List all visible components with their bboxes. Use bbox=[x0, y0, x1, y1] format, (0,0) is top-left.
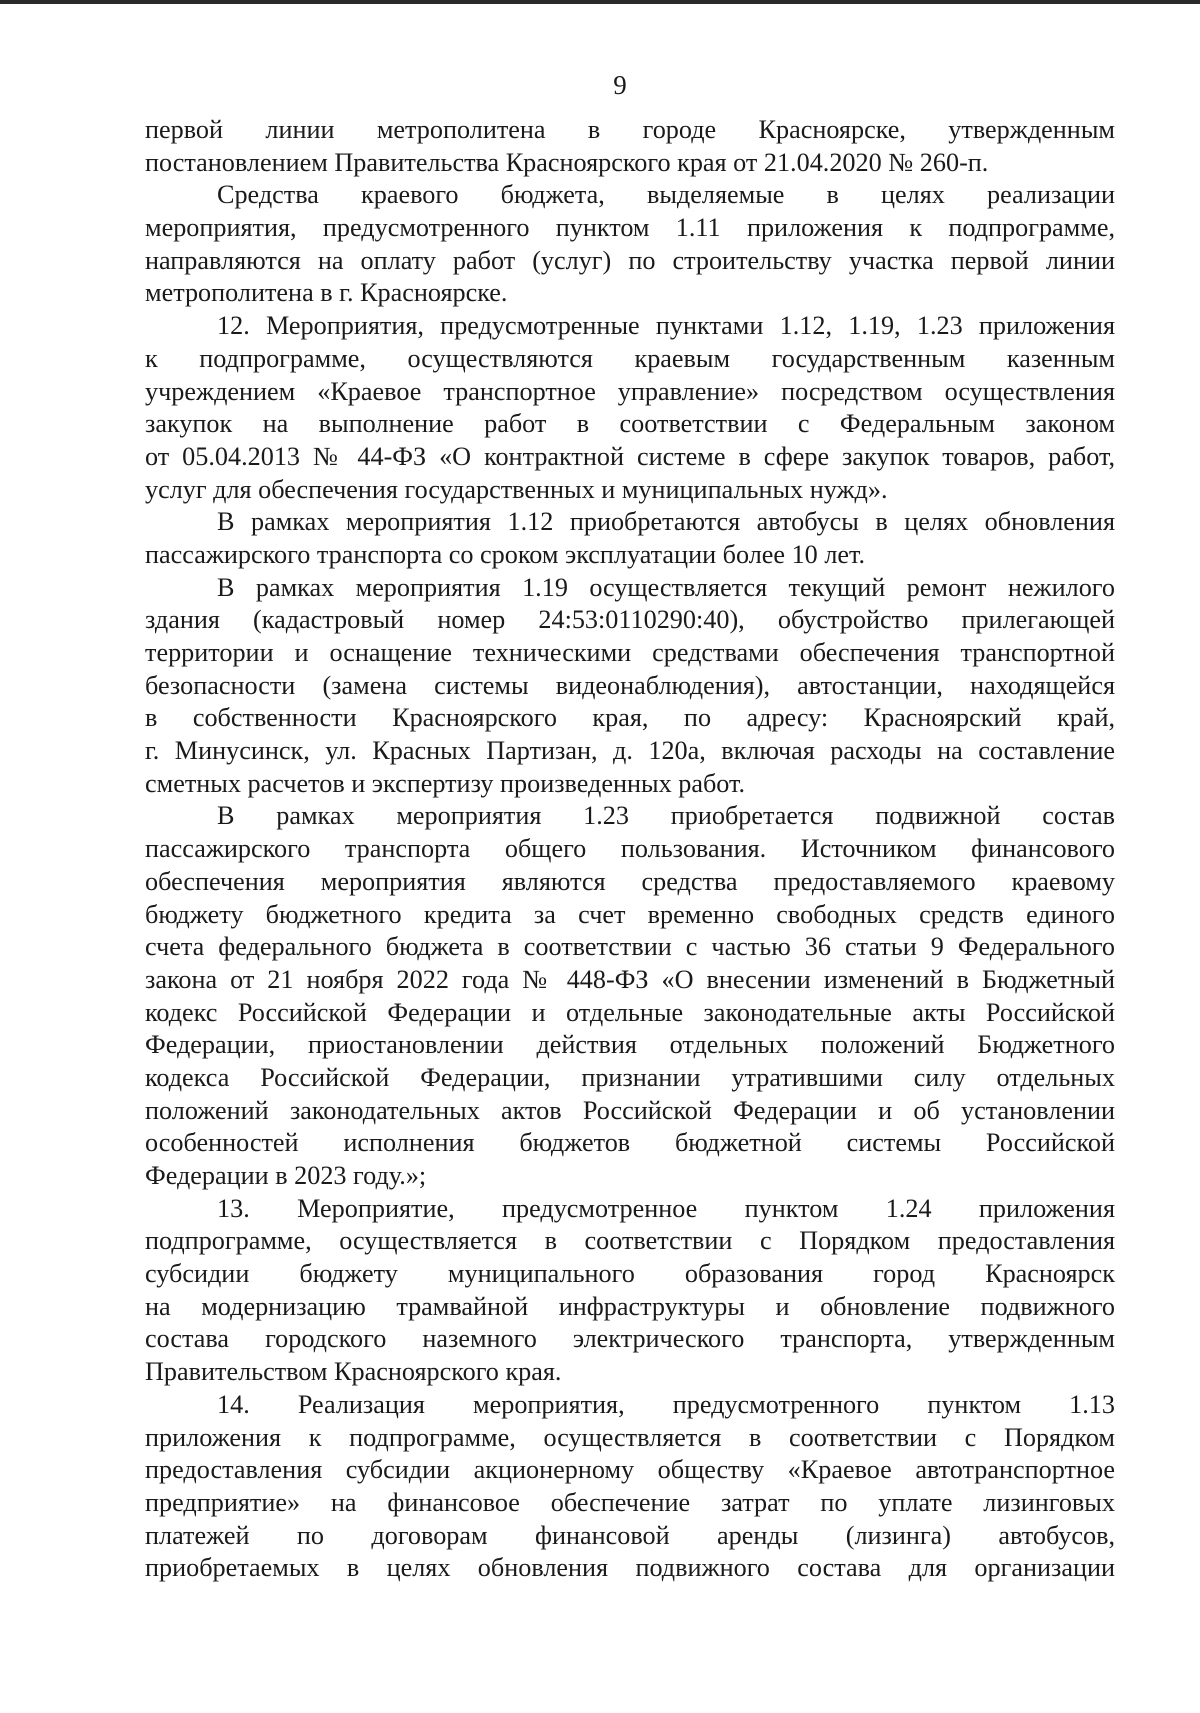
text-line: В рамках мероприятия 1.12 приобретаются автобусы в целях обновления bbox=[217, 507, 1115, 537]
text-line: закона от 21 ноября 2022 года № 448-ФЗ «О внесении изменений в Бюджетный bbox=[145, 964, 1115, 994]
text-line: положений законодательных актов Российской Федерации и об установлении bbox=[145, 1095, 1115, 1125]
paragraph-p3 bbox=[145, 310, 1115, 506]
text-line: особенностей исполнения бюджетов бюджетной системы Российской bbox=[145, 1128, 1115, 1158]
text-line: здания (кадастровый номер 24:53:0110290:40), обустройство прилегающей bbox=[145, 605, 1115, 635]
text-line: мероприятия, предусмотренного пунктом 1.11 приложения к подпрограмме, bbox=[145, 213, 1115, 243]
text-line: закупок на выполнение работ в соответствии с Федеральным законом bbox=[145, 409, 1115, 439]
text-line: в собственности Красноярского края, по адресу: Красноярский край, bbox=[145, 703, 1115, 733]
text-line: платежей по договорам финансовой аренды (лизинга) автобусов, bbox=[145, 1520, 1115, 1550]
paragraph-p4 bbox=[145, 506, 1115, 571]
text-line: субсидии бюджету муниципального образования город Красноярск bbox=[145, 1259, 1115, 1289]
text-line: от 05.04.2013 № 44-ФЗ «О контрактной системе в сфере закупок товаров, работ, bbox=[145, 441, 1115, 471]
page-number: 9 bbox=[613, 70, 627, 100]
text-line: пассажирского транспорта общего пользования. Источником финансового bbox=[145, 834, 1115, 864]
text-line: 13. Мероприятие, предусмотренное пунктом 1.24 приложения bbox=[217, 1193, 1115, 1223]
scan-top-edge bbox=[0, 0, 1200, 4]
text-line: кодекса Российской Федерации, признании утратившими силу отдельных bbox=[145, 1062, 1115, 1092]
text-line: г. Минусинск, ул. Красных Партизан, д. 120а, включая расходы на составление bbox=[145, 736, 1115, 766]
paragraph-p1 bbox=[145, 114, 1115, 179]
document-body bbox=[145, 114, 1115, 1585]
paragraph-p5 bbox=[145, 572, 1115, 801]
text-line: бюджету бюджетного кредита за счет временно свободных средств единого bbox=[145, 899, 1115, 929]
text-line: услуг для обеспечения государственных и муниципальных нужд». bbox=[145, 474, 888, 504]
text-line: Федерации, приостановлении действия отдельных положений Бюджетного bbox=[145, 1030, 1115, 1060]
text-line: Правительством Красноярского края. bbox=[145, 1357, 562, 1387]
text-line: состава городского наземного электрического транспорта, утвержденным bbox=[145, 1324, 1115, 1354]
text-line: Средства краевого бюджета, выделяемые в целях реализации bbox=[217, 180, 1115, 210]
paragraph-p2 bbox=[145, 179, 1115, 310]
text-line: приложения к подпрограмме, осуществляется в соответствии с Порядком bbox=[145, 1422, 1115, 1452]
text-line: первой линии метрополитена в городе Красноярске, утвержденным bbox=[145, 115, 1115, 144]
text-line: В рамках мероприятия 1.23 приобретается подвижной состав bbox=[217, 801, 1115, 831]
text-line: на модернизацию трамвайной инфраструктуры и обновление подвижного bbox=[145, 1291, 1115, 1321]
text-line: 12. Мероприятия, предусмотренные пунктами 1.12, 1.19, 1.23 приложения bbox=[217, 311, 1115, 341]
text-line: учреждением «Краевое транспортное управление» посредством осуществления bbox=[145, 376, 1115, 406]
paragraph-p6 bbox=[145, 800, 1115, 1192]
text-line: предоставления субсидии акционерному обществу «Краевое автотранспортное bbox=[145, 1455, 1115, 1485]
text-line: предприятие» на финансовое обеспечение затрат по уплате лизинговых bbox=[145, 1487, 1115, 1517]
text-line: 14. Реализация мероприятия, предусмотренного пунктом 1.13 bbox=[217, 1389, 1115, 1419]
text-line: территории и оснащение техническими средствами обеспечения транспортной bbox=[145, 638, 1115, 667]
paragraph-p8 bbox=[145, 1389, 1115, 1585]
text-line: постановлением Правительства Красноярского края от 21.04.2020 № 260-п. bbox=[145, 147, 989, 177]
paragraph-p7 bbox=[145, 1193, 1115, 1389]
text-line: направляются на оплату работ (услуг) по строительству участка первой линии bbox=[145, 245, 1115, 275]
text-line: подпрограмме, осуществляется в соответствии с Порядком предоставления bbox=[145, 1226, 1115, 1256]
text-line: счета федерального бюджета в соответствии с частью 36 статьи 9 Федерального bbox=[145, 932, 1115, 962]
text-line: безопасности (замена системы видеонаблюдения), автостанции, находящейся bbox=[145, 670, 1115, 700]
text-line: метрополитена в г. Красноярске. bbox=[145, 278, 508, 308]
text-line: Федерации в 2023 году.»; bbox=[145, 1161, 427, 1190]
text-line: приобретаемых в целях обновления подвижного состава для организации bbox=[145, 1553, 1115, 1583]
text-line: В рамках мероприятия 1.19 осуществляется текущий ремонт нежилого bbox=[217, 572, 1115, 602]
text-line: к подпрограмме, осуществляются краевым государственным казенным bbox=[145, 343, 1115, 373]
text-line: сметных расчетов и экспертизу произведенных работ. bbox=[145, 768, 746, 798]
text-line: пассажирского транспорта со сроком эксплуатации более 10 лет. bbox=[145, 539, 866, 569]
text-line: обеспечения мероприятия являются средства предоставляемого краевому bbox=[145, 866, 1115, 896]
text-line: кодекс Российской Федерации и отдельные законодательные акты Российской bbox=[145, 997, 1115, 1027]
